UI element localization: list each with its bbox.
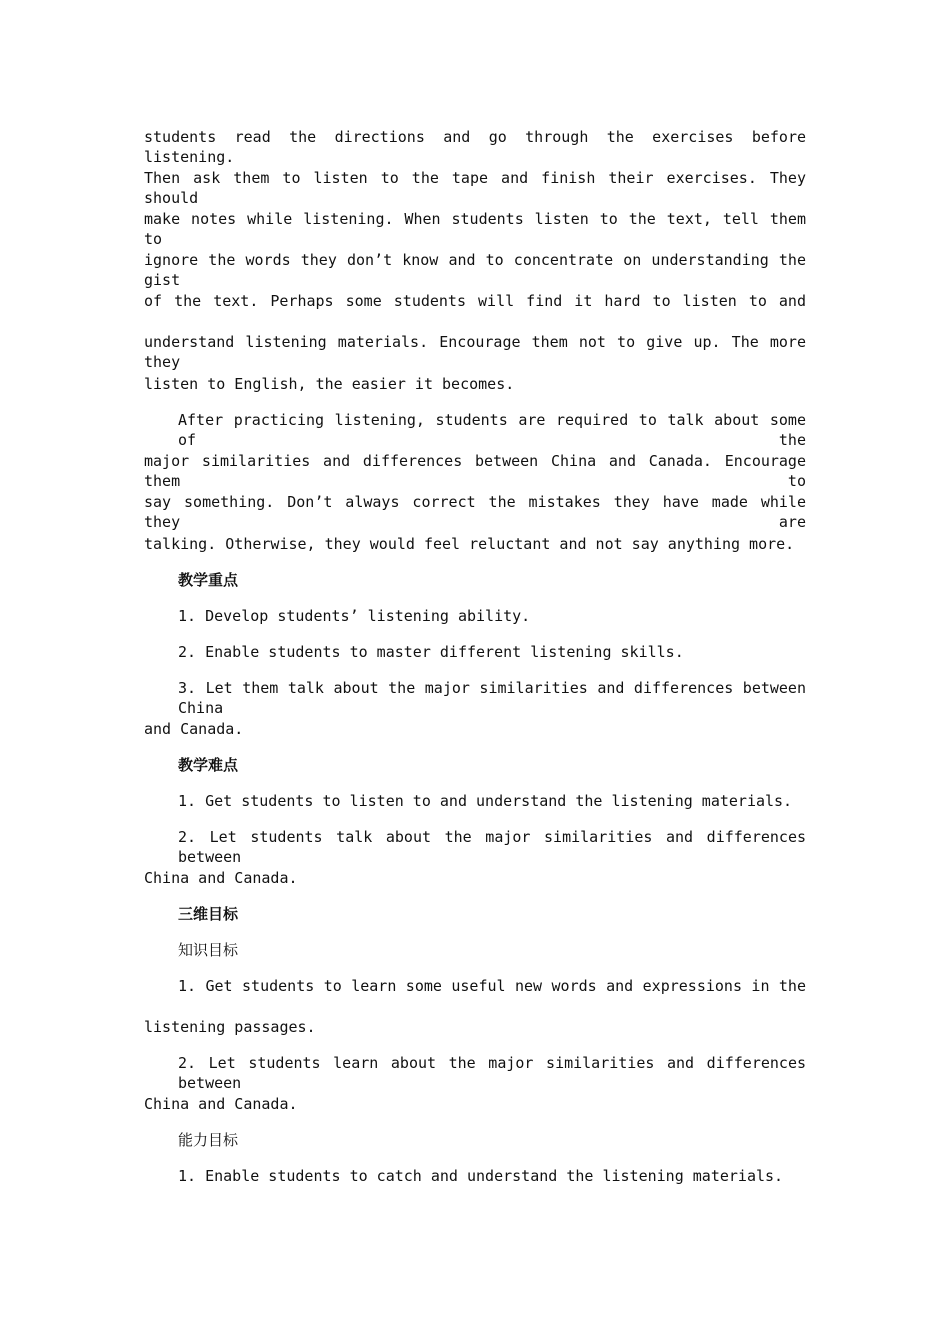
paragraph-1-line-4: ignore the words they don’t know and to concentrate on understanding the gist bbox=[144, 251, 806, 289]
paragraph-1-line-3: make notes while listening. When students listen to the text, tell them to bbox=[144, 210, 806, 248]
knowledge-objective-1-line-1: 1. Get students to learn some useful new words and expressions in the bbox=[178, 977, 806, 995]
knowledge-objective-2-line-2: China and Canada. bbox=[144, 1095, 298, 1113]
key-point-2: 2. Enable students to master different listening skills. bbox=[178, 643, 684, 661]
paragraph-1-line-7: listen to English, the easier it becomes. bbox=[144, 375, 515, 393]
key-point-3-line-2: and Canada. bbox=[144, 720, 244, 738]
paragraph-2-line-1: After practicing listening, students are required to talk about some of the bbox=[178, 411, 806, 449]
paragraph-2-line-2: major similarities and differences between China and Canada. Encourage them to bbox=[144, 452, 806, 490]
ability-objective-1: 1. Enable students to catch and understand the listening materials. bbox=[178, 1167, 784, 1185]
knowledge-objectives-heading: 知识目标 bbox=[178, 941, 239, 959]
difficult-point-2-line-2: China and Canada. bbox=[144, 869, 298, 887]
knowledge-objective-1-line-2: listening passages. bbox=[144, 1018, 316, 1036]
paragraph-1-line-5: of the text. Perhaps some students will find it hard to listen to and bbox=[144, 292, 806, 310]
paragraph-1-line-6: understand listening materials. Encourage them not to give up. The more they bbox=[144, 333, 806, 371]
objectives-heading: 三维目标 bbox=[178, 905, 239, 923]
knowledge-objective-2-line-1: 2. Let students learn about the major similarities and differences between bbox=[178, 1054, 806, 1092]
key-point-1: 1. Develop students’ listening ability. bbox=[178, 607, 531, 625]
paragraph-1-line-1: students read the directions and go through the exercises before listening. bbox=[144, 128, 806, 166]
paragraph-2-line-3: say something. Don’t always correct the mistakes they have made while they are bbox=[144, 493, 806, 531]
difficult-points-heading: 教学难点 bbox=[178, 756, 239, 774]
difficult-point-2-line-1: 2. Let students talk about the major similarities and differences between bbox=[178, 828, 806, 866]
key-points-heading: 教学重点 bbox=[178, 571, 239, 589]
ability-objectives-heading: 能力目标 bbox=[178, 1131, 239, 1149]
difficult-point-1: 1. Get students to listen to and understand the listening materials. bbox=[178, 792, 793, 810]
key-point-3-line-1: 3. Let them talk about the major similarities and differences between China bbox=[178, 679, 806, 717]
paragraph-1-line-2: Then ask them to listen to the tape and finish their exercises. They should bbox=[144, 169, 806, 207]
paragraph-2-line-4: talking. Otherwise, they would feel reluctant and not say anything more. bbox=[144, 535, 795, 553]
